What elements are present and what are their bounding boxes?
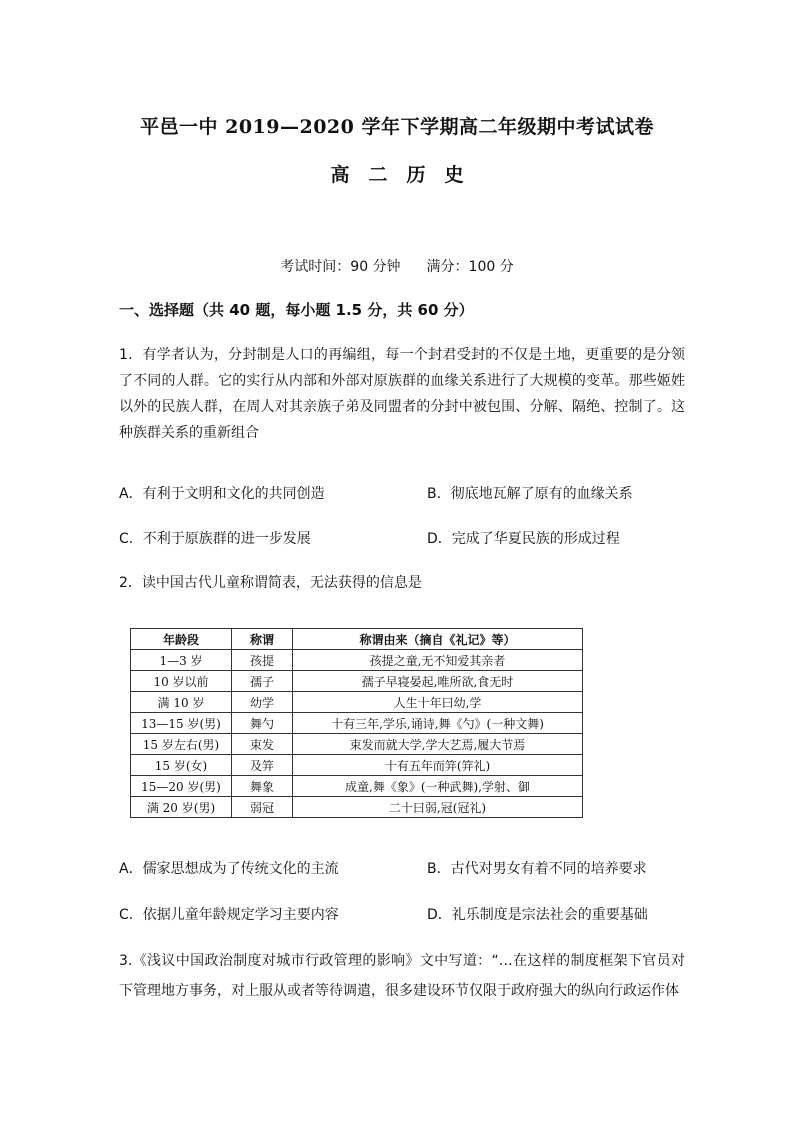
- table-cell: 舞象: [232, 776, 293, 797]
- table-row: [131, 692, 583, 713]
- table-cell: 15 岁(女): [131, 755, 232, 776]
- table-cell: 十有五年而笄(笄礼): [293, 755, 583, 776]
- table-cell: 满 10 岁: [131, 692, 232, 713]
- table-row: [131, 797, 583, 818]
- table-header-cell: 年龄段: [131, 629, 232, 650]
- question-2-option-d: D．礼乐制度是宗法社会的重要基础: [427, 907, 648, 923]
- question-2-option-c: C．依据儿童年龄规定学习主要内容: [119, 907, 339, 923]
- table-cell: 满 20 岁(男): [131, 797, 232, 818]
- question-3-stem: 3.《浅议中国政治制度对城市行政管理的影响》文中写道：“…在这样的制度框架下官员对下管理地方事务，对上服从或者等待调遣，很多建设环节仅限于政府强大的纵向行政运作体: [119, 953, 685, 999]
- table-cell: 十有三年,学乐,诵诗,舞《勺》(一种文舞): [293, 713, 583, 734]
- table-header-cell: 称谓: [232, 629, 293, 650]
- exam-subject: 高 二 历 史: [330, 164, 464, 186]
- table-row: [131, 650, 583, 671]
- table-row: [131, 755, 583, 776]
- question-2-option-a: A．儒家思想成为了传统文化的主流: [119, 861, 339, 877]
- table-cell: 孩提之童,无不知爱其亲者: [293, 650, 583, 671]
- table-row: [131, 734, 583, 755]
- table-cell: 成童,舞《象》(一种武舞),学射、御: [293, 776, 583, 797]
- question-1-option-b: B．彻底地瓦解了原有的血缘关系: [427, 486, 633, 502]
- exam-meta: [0, 256, 794, 276]
- table-cell: 二十曰弱,冠(冠礼): [293, 797, 583, 818]
- question-2-stem: 2．读中国古代儿童称谓简表，无法获得的信息是: [119, 575, 422, 591]
- question-2-option-b: B．古代对男女有着不同的培养要求: [427, 861, 647, 877]
- table-cell: 15 岁左右(男): [131, 734, 232, 755]
- children-titles-table: [130, 628, 583, 818]
- table-cell: 孩提: [232, 650, 293, 671]
- table-cell: 孺子早寝晏起,唯所欲,食无时: [293, 671, 583, 692]
- table-cell: 幼学: [232, 692, 293, 713]
- table-row: [131, 713, 583, 734]
- table-cell: 人生十年曰幼,学: [293, 692, 583, 713]
- section-title: 一、选择题（共 40 题，每小题 1.5 分，共 60 分）: [119, 301, 474, 319]
- exam-time: 考试时间：90 分钟: [280, 259, 401, 275]
- question-1-option-c: C．不利于原族群的进一步发展: [119, 531, 311, 547]
- table-cell: 13—15 岁(男): [131, 713, 232, 734]
- question-1-option-d: D．完成了华夏民族的形成过程: [427, 531, 620, 547]
- exam-score: 满分：100 分: [426, 259, 514, 275]
- question-1-option-a: A．有利于文明和文化的共同创造: [119, 486, 325, 502]
- table-cell: 束发: [232, 734, 293, 755]
- table-header-row: [131, 629, 583, 650]
- table-cell: 10 岁以前: [131, 671, 232, 692]
- table-cell: 15—20 岁(男): [131, 776, 232, 797]
- table-header-cell: 称谓由来（摘自《礼记》等）: [293, 629, 583, 650]
- table-cell: 及笄: [232, 755, 293, 776]
- table-cell: 舞勺: [232, 713, 293, 734]
- table-cell: 弱冠: [232, 797, 293, 818]
- question-1-stem: 1．有学者认为，分封制是人口的再编组，每一个封君受封的不仅是土地，更重要的是分领了不同的人群。它的实行从内部和外部对原族群的血缘关系进行了大规模的变革。那些姬姓以外的民族人群，在周人对其亲族子弟及同盟者的分封中被包围、分解、隔绝、控制了。这种族群关系的重新组合: [119, 347, 685, 441]
- table-cell: 1—3 岁: [131, 650, 232, 671]
- table-cell: 束发而就大学,学大艺焉,履大节焉: [293, 734, 583, 755]
- table-cell: 孺子: [232, 671, 293, 692]
- exam-title: 平邑一中 2019—2020 学年下学期高二年级期中考试试卷: [140, 116, 654, 138]
- table-row: [131, 776, 583, 797]
- table-row: [131, 671, 583, 692]
